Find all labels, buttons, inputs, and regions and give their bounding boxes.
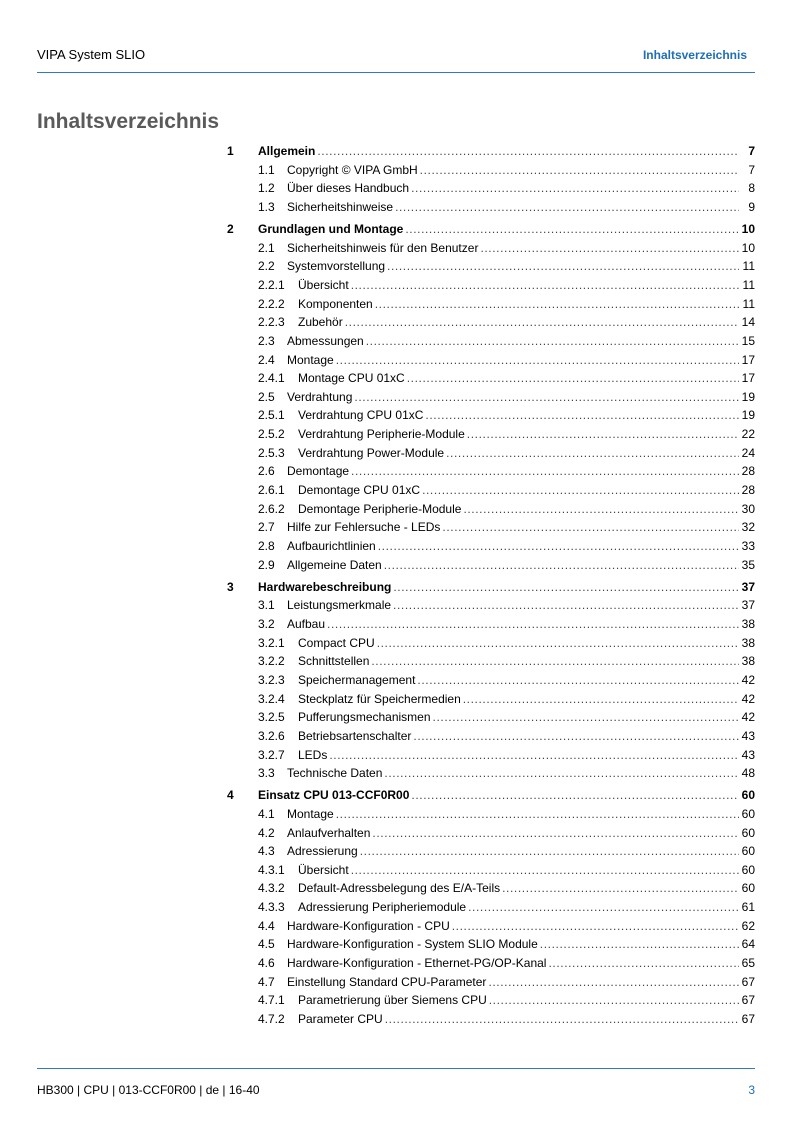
toc-entry-text: Betriebsartenschalter [298, 728, 412, 743]
page-title: Inhaltsverzeichnis [37, 110, 220, 133]
toc-entry-page: 10 [741, 240, 755, 255]
toc-entry[interactable] [227, 257, 755, 276]
toc-entry-page: 19 [741, 408, 755, 423]
toc-entry[interactable] [227, 842, 755, 861]
toc-entry-number: 4.4 [258, 918, 275, 933]
toc-entry-number: 1.2 [258, 181, 275, 196]
toc-entry[interactable] [227, 239, 755, 258]
toc-entry-page: 8 [748, 181, 755, 196]
toc-entry-label [258, 142, 315, 161]
toc-dot-leader [336, 351, 739, 370]
toc-entry-text: Sicherheitshinweis für den Benutzer [287, 240, 479, 255]
toc-dot-leader [371, 652, 739, 671]
toc-dot-leader [463, 690, 739, 709]
toc-dot-leader [480, 239, 739, 258]
toc-dot-leader [463, 500, 739, 519]
toc-dot-leader [422, 481, 739, 500]
toc-entry-page: 19 [741, 389, 755, 404]
toc-entry[interactable] [227, 746, 755, 765]
toc-entry-label [258, 764, 382, 783]
toc-entry[interactable] [227, 481, 755, 500]
toc-entry-label [258, 842, 358, 861]
toc-entry[interactable] [227, 161, 755, 180]
toc-entry-number: 2.5 [258, 389, 275, 404]
toc-entry-page: 60 [741, 788, 755, 803]
toc-entry-number: 3.3 [258, 766, 275, 781]
toc-entry[interactable] [227, 805, 755, 824]
toc-entry-text: Systemvorstellung [287, 259, 386, 274]
toc-entry-page: 28 [741, 483, 755, 498]
toc-entry-page: 42 [741, 672, 755, 687]
toc-entry-number: 2.4.1 [258, 371, 285, 386]
toc-entry-number: 2.7 [258, 520, 275, 535]
toc-entry-page: 15 [741, 333, 755, 348]
toc-entry-page: 61 [741, 900, 755, 915]
toc-dot-leader [468, 898, 739, 917]
toc-entry-page: 60 [741, 825, 755, 840]
toc-entry-label [258, 481, 420, 500]
toc-entry[interactable] [227, 727, 755, 746]
toc-entry-text: Übersicht [298, 862, 349, 877]
toc-entry-number: 4.6 [258, 956, 275, 971]
toc-dot-leader [372, 824, 739, 843]
toc-entry-label [258, 746, 327, 765]
toc-entry-text: Compact CPU [298, 635, 375, 650]
toc-entry-text: Hardware-Konfiguration - Ethernet-PG/OP-Kanal [287, 956, 547, 971]
toc-entry-page: 42 [741, 691, 755, 706]
toc-entry-text: Adressierung Peripheriemodule [298, 900, 467, 915]
toc-entry-label [258, 462, 349, 481]
toc-dot-leader [354, 388, 739, 407]
toc-dot-leader [384, 764, 739, 783]
toc-entry-text: Abmessungen [287, 333, 364, 348]
toc-dot-leader [317, 142, 739, 161]
toc-entry[interactable] [227, 935, 755, 954]
toc-entry-number: 2.2.3 [258, 315, 285, 330]
toc-entry[interactable] [227, 388, 755, 407]
toc-entry-number: 2.3 [258, 333, 275, 348]
toc-entry-page: 17 [741, 371, 755, 386]
toc-entry-label [258, 425, 465, 444]
toc-dot-leader [351, 276, 739, 295]
toc-entry-text: Aufbau [287, 617, 326, 632]
toc-dot-leader [351, 861, 739, 880]
toc-entry-page: 17 [741, 352, 755, 367]
toc-entry-text: Copyright © VIPA GmbH [287, 162, 418, 177]
toc-entry[interactable] [227, 369, 755, 388]
toc-entry-text: Default-Adressbelegung des E/A-Teils [298, 881, 501, 896]
toc-entry-text: Übersicht [298, 277, 349, 292]
toc-entry-number: 3.1 [258, 598, 275, 613]
toc-entry[interactable] [227, 973, 755, 992]
toc-entry-label [258, 690, 461, 709]
toc-entry-text: Sicherheitshinweise [287, 199, 394, 214]
footer-divider [37, 1068, 755, 1069]
toc-entry-label [258, 727, 411, 746]
toc-entry[interactable] [227, 917, 755, 936]
toc-entry[interactable] [227, 406, 755, 425]
toc-entry-number: 2.6.1 [258, 483, 285, 498]
toc-entry-number: 4.1 [258, 806, 275, 821]
toc-dot-leader [417, 671, 739, 690]
toc-entry[interactable] [227, 824, 755, 843]
toc-entry-page: 38 [741, 654, 755, 669]
toc-entry-page: 60 [741, 881, 755, 896]
toc-entry-label [258, 973, 486, 992]
toc-entry-label [258, 351, 334, 370]
toc-dot-leader [393, 578, 739, 597]
toc-entry-text: Speichermanagement [298, 672, 416, 687]
toc-entry-number: 3.2.6 [258, 728, 285, 743]
toc-entry[interactable] [227, 652, 755, 671]
toc-entry[interactable] [227, 1010, 755, 1029]
toc-entry[interactable] [227, 690, 755, 709]
toc-entry-page: 62 [741, 918, 755, 933]
toc-entry-page: 67 [741, 974, 755, 989]
toc-dot-leader [385, 1010, 739, 1029]
toc-entry[interactable] [227, 537, 755, 556]
toc-entry-label [258, 935, 538, 954]
toc-entry-text: Grundlagen und Montage [258, 222, 404, 237]
toc-entry[interactable] [227, 198, 755, 217]
toc-entry-number: 2.6 [258, 464, 275, 479]
toc-entry-label [258, 917, 450, 936]
toc-entry-text: Über dieses Handbuch [287, 181, 410, 196]
toc-entry-label [258, 537, 376, 556]
toc-entry[interactable] [227, 351, 755, 370]
toc-entry-label [258, 879, 500, 898]
toc-entry[interactable] [227, 425, 755, 444]
toc-entry[interactable] [227, 671, 755, 690]
toc-dot-leader [540, 935, 739, 954]
toc-dot-leader [411, 179, 739, 198]
toc-entry-label [258, 708, 431, 727]
toc-entry-page: 22 [741, 427, 755, 442]
toc-entry-text: Anlaufverhalten [287, 825, 371, 840]
toc-entry-text: Pufferungsmechanismen [298, 710, 431, 725]
toc-entry-page: 48 [741, 766, 755, 781]
toc-dot-leader [488, 973, 739, 992]
toc-entry[interactable] [227, 764, 755, 783]
toc-dot-leader [378, 537, 739, 556]
footer-document-id: HB300 | CPU | 013-CCF0R00 | de | 16-40 [37, 1083, 260, 1097]
toc-entry-text: LEDs [298, 747, 328, 762]
toc-entry-text: Montage [287, 806, 334, 821]
toc-entry-page: 60 [741, 844, 755, 859]
toc-entry-number: 3 [227, 579, 234, 594]
toc-entry-number: 4 [227, 788, 234, 803]
toc-entry-label [258, 824, 370, 843]
toc-entry-label [258, 805, 334, 824]
toc-entry-text: Demontage CPU 01xC [298, 483, 421, 498]
toc-entry[interactable] [227, 615, 755, 634]
toc-entry-page: 28 [741, 464, 755, 479]
toc-entry-label [258, 313, 343, 332]
toc-entry-label [258, 615, 325, 634]
toc-entry-label [258, 652, 369, 671]
toc-entry[interactable] [227, 462, 755, 481]
footer-page-number: 3 [748, 1083, 755, 1097]
toc-dot-leader [433, 708, 739, 727]
toc-entry-number: 2.9 [258, 557, 275, 572]
toc-entry-text: Zubehör [298, 315, 343, 330]
toc-entry-page: 38 [741, 617, 755, 632]
toc-entry[interactable] [227, 634, 755, 653]
toc-entry-text: Montage [287, 352, 334, 367]
toc-entry-label [258, 671, 415, 690]
toc-entry-number: 4.7.2 [258, 1011, 285, 1026]
toc-dot-leader [446, 444, 739, 463]
toc-dot-leader [395, 198, 739, 217]
toc-dot-leader [452, 917, 739, 936]
toc-entry-text: Parametrierung über Siemens CPU [298, 993, 487, 1008]
header-divider [37, 72, 755, 73]
toc-entry-page: 32 [741, 520, 755, 535]
toc-entry-text: Verdrahtung Peripherie-Module [298, 427, 465, 442]
toc-entry-label [258, 276, 349, 295]
header-section-title: Inhaltsverzeichnis [642, 48, 747, 62]
toc-dot-leader [329, 746, 739, 765]
toc-dot-leader [336, 805, 739, 824]
toc-entry-number: 1.1 [258, 162, 275, 177]
toc-entry-label [258, 257, 385, 276]
toc-entry-number: 4.7.1 [258, 993, 285, 1008]
toc-entry-number: 4.3.2 [258, 881, 285, 896]
toc-entry-page: 30 [741, 501, 755, 516]
toc-entry-label [258, 179, 409, 198]
toc-entry[interactable] [227, 879, 755, 898]
toc-entry-label [258, 220, 403, 239]
toc-entry-number: 2.2.2 [258, 296, 285, 311]
toc-entry-text: Einstellung Standard CPU-Parameter [287, 974, 487, 989]
toc-entry-text: Parameter CPU [298, 1011, 383, 1026]
toc-entry-text: Hardware-Konfiguration - CPU [287, 918, 450, 933]
toc-entry-label [258, 578, 391, 597]
toc-entry-text: Allgemein [258, 144, 316, 158]
toc-entry-page: 60 [741, 862, 755, 877]
toc-entry-page: 14 [741, 315, 755, 330]
toc-entry-page: 60 [741, 806, 755, 821]
toc-entry-page: 11 [742, 296, 755, 311]
toc-entry-page: 37 [741, 598, 755, 613]
toc-entry-page: 67 [741, 993, 755, 1008]
toc-dot-leader [467, 425, 739, 444]
toc-entry[interactable] [227, 518, 755, 537]
toc-dot-leader [345, 313, 739, 332]
toc-entry-label [258, 161, 418, 180]
toc-entry-label [258, 1010, 383, 1029]
toc-entry-number: 3.2.1 [258, 635, 285, 650]
toc-entry-label [258, 239, 478, 258]
toc-entry-page: 11 [742, 277, 755, 292]
toc-dot-leader [411, 786, 739, 805]
toc-entry-text: Hardware-Konfiguration - System SLIO Module [287, 937, 538, 952]
toc-entry-text: Komponenten [298, 296, 373, 311]
toc-entry-text: Demontage Peripherie-Module [298, 501, 462, 516]
toc-chapter-entry[interactable] [227, 786, 755, 805]
toc-entry-page: 43 [741, 747, 755, 762]
toc-entry-text: Verdrahtung [287, 389, 353, 404]
toc-entry-label [258, 332, 364, 351]
toc-chapter-entry[interactable] [227, 220, 755, 239]
toc-entry-number: 3.2.2 [258, 654, 285, 669]
toc-entry-text: Aufbaurichtlinien [287, 538, 376, 553]
toc-entry[interactable] [227, 708, 755, 727]
toc-entry-number: 2 [227, 222, 234, 237]
toc-dot-leader [420, 161, 739, 180]
toc-entry-number: 2.5.2 [258, 427, 285, 442]
toc-entry-label [258, 444, 444, 463]
toc-entry-number: 4.3 [258, 844, 275, 859]
toc-entry[interactable] [227, 596, 755, 615]
toc-entry-label [258, 518, 440, 537]
toc-dot-leader [387, 257, 739, 276]
toc-entry-label [258, 954, 546, 973]
toc-entry[interactable] [227, 861, 755, 880]
toc-entry-number: 1.3 [258, 199, 275, 214]
toc-chapter-entry[interactable] [227, 142, 755, 161]
toc-dot-leader [405, 220, 739, 239]
toc-dot-leader [366, 332, 739, 351]
header-product-name: VIPA System SLIO [37, 47, 146, 62]
toc-entry-page: 10 [741, 222, 755, 237]
toc-dot-leader [407, 369, 739, 388]
toc-entry[interactable] [227, 179, 755, 198]
toc-entry-number: 4.5 [258, 937, 275, 952]
table-of-contents [227, 142, 755, 1029]
toc-entry-label [258, 898, 466, 917]
toc-entry[interactable] [227, 332, 755, 351]
toc-entry[interactable] [227, 991, 755, 1010]
toc-entry-number: 2.5.1 [258, 408, 285, 423]
toc-entry-text: Leistungsmerkmale [287, 598, 392, 613]
toc-entry-page: 24 [741, 445, 755, 460]
toc-entry-page: 35 [741, 557, 755, 572]
toc-entry[interactable] [227, 313, 755, 332]
toc-entry-text: Hilfe zur Fehlersuche - LEDs [287, 520, 441, 535]
toc-entry-label [258, 634, 375, 653]
toc-entry-number: 3.2.7 [258, 747, 285, 762]
toc-entry-page: 11 [742, 259, 755, 274]
toc-entry-text: Technische Daten [287, 766, 383, 781]
toc-entry-number: 4.2 [258, 825, 275, 840]
toc-dot-leader [375, 295, 739, 314]
toc-entry-page: 38 [741, 635, 755, 650]
toc-entry-label [258, 991, 487, 1010]
toc-entry-number: 3.2.5 [258, 710, 285, 725]
toc-entry-number: 2.6.2 [258, 501, 285, 516]
toc-dot-leader [442, 518, 739, 537]
toc-dot-leader [377, 634, 739, 653]
toc-entry-text: Verdrahtung CPU 01xC [298, 408, 424, 423]
toc-entry-number: 2.4 [258, 352, 275, 367]
toc-entry[interactable] [227, 898, 755, 917]
toc-entry-page: 7 [748, 162, 755, 177]
toc-entry-label [258, 295, 373, 314]
toc-dot-leader [502, 879, 739, 898]
toc-dot-leader [327, 615, 739, 634]
toc-entry-number: 2.2.1 [258, 277, 285, 292]
toc-entry-label [258, 556, 382, 575]
toc-entry-text: Steckplatz für Speichermedien [298, 691, 461, 706]
toc-entry-page: 33 [741, 538, 755, 553]
toc-entry-page: 65 [741, 956, 755, 971]
toc-entry-label [258, 596, 391, 615]
toc-entry-text: Demontage [287, 464, 350, 479]
toc-entry[interactable] [227, 444, 755, 463]
toc-entry-page: 67 [741, 1011, 755, 1026]
toc-entry-text: Hardwarebeschreibung [258, 579, 392, 594]
toc-entry-label [258, 369, 405, 388]
toc-entry-number: 2.5.3 [258, 445, 285, 460]
toc-entry[interactable] [227, 276, 755, 295]
toc-dot-leader [384, 556, 739, 575]
toc-entry-label [258, 406, 423, 425]
toc-entry-page: 64 [741, 937, 755, 952]
toc-entry-number: 2.1 [258, 240, 275, 255]
toc-entry-text: Montage CPU 01xC [298, 371, 405, 386]
toc-entry[interactable] [227, 295, 755, 314]
toc-entry-number: 3.2.3 [258, 672, 285, 687]
toc-entry[interactable] [227, 500, 755, 519]
toc-entry-label [258, 198, 393, 217]
toc-entry-number: 2.8 [258, 538, 275, 553]
toc-entry-text: Verdrahtung Power-Module [298, 445, 445, 460]
toc-entry-text: Einsatz CPU 013-CCF0R00 [258, 788, 410, 803]
toc-dot-leader [360, 842, 739, 861]
toc-entry-page: 42 [741, 710, 755, 725]
toc-entry-page: 9 [748, 199, 755, 214]
toc-entry-number: 3.2 [258, 617, 275, 632]
toc-dot-leader [489, 991, 739, 1010]
toc-dot-leader [393, 596, 739, 615]
toc-dot-leader [425, 406, 739, 425]
toc-entry-number: 4.3.3 [258, 900, 285, 915]
toc-entry-page: 43 [741, 728, 755, 743]
toc-entry-label [258, 861, 349, 880]
toc-entry[interactable] [227, 556, 755, 575]
toc-entry-number: 4.7 [258, 974, 275, 989]
toc-chapter-entry[interactable] [227, 578, 755, 597]
toc-entry-text: Allgemeine Daten [287, 557, 382, 572]
toc-entry-label [258, 786, 409, 805]
toc-entry-text: Schnittstellen [298, 654, 370, 669]
toc-entry[interactable] [227, 954, 755, 973]
toc-entry-label [258, 388, 352, 407]
toc-dot-leader [548, 954, 739, 973]
toc-entry-label [258, 500, 461, 519]
toc-entry-number: 2.2 [258, 259, 275, 274]
toc-entry-text: Adressierung [287, 844, 358, 859]
toc-entry-page: 37 [741, 579, 755, 594]
toc-entry-page: 7 [748, 144, 755, 158]
toc-entry-number: 1 [227, 144, 234, 158]
toc-dot-leader [413, 727, 739, 746]
toc-dot-leader [351, 462, 739, 481]
toc-entry-number: 4.3.1 [258, 862, 285, 877]
toc-entry-number: 3.2.4 [258, 691, 285, 706]
